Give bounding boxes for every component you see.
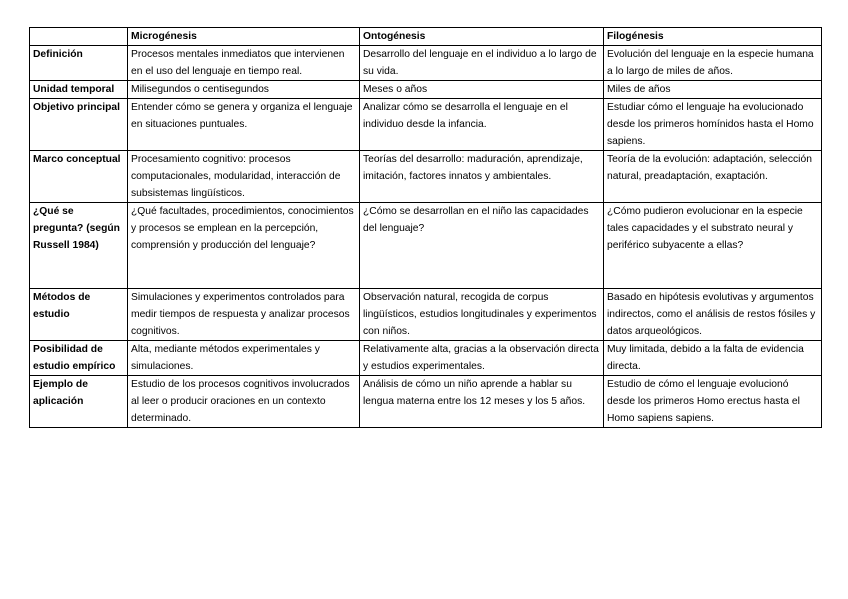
cell-microgenesis: Entender cómo se genera y organiza el lenguaje en situaciones puntuales.: [128, 99, 360, 151]
cell-ontogenesis: Desarrollo del lenguaje en el individuo a lo largo de su vida.: [360, 46, 604, 81]
cell-filogenesis: Estudiar cómo el lenguaje ha evolucionado desde los primeros homínidos hasta el Homo sapiens.: [604, 99, 822, 151]
cell-microgenesis: Simulaciones y experimentos controlados para medir tiempos de respuesta y analizar procesos cognitivos.: [128, 289, 360, 341]
cell-microgenesis: Alta, mediante métodos experimentales y simulaciones.: [128, 341, 360, 376]
cell-ontogenesis: Análisis de cómo un niño aprende a hablar su lengua materna entre los 12 meses y los 5 años.: [360, 376, 604, 428]
cell-filogenesis: Muy limitada, debido a la falta de evidencia directa.: [604, 341, 822, 376]
cell-filogenesis: Estudio de cómo el lenguaje evolucionó desde los primeros Homo erectus hasta el Homo sapiens sapiens.: [604, 376, 822, 428]
row-unidad-temporal: [30, 81, 822, 99]
cell-microgenesis: Milisegundos o centisegundos: [128, 81, 360, 99]
cell-ontogenesis: Teorías del desarrollo: maduración, aprendizaje, imitación, factores innatos y ambientales.: [360, 151, 604, 203]
row-definicion: [30, 46, 822, 81]
cell-filogenesis: Evolución del lenguaje en la especie humana a lo largo de miles de años.: [604, 46, 822, 81]
row-marco-conceptual: [30, 151, 822, 203]
cell-microgenesis: Procesos mentales inmediatos que intervienen en el uso del lenguaje en tiempo real.: [128, 46, 360, 81]
cell-microgenesis: ¿Qué facultades, procedimientos, conocimientos y procesos se emplean en la percepción, comprensión y producción del lenguaje?: [128, 203, 360, 289]
cell-ontogenesis: Meses o años: [360, 81, 604, 99]
header-ontogenesis: Ontogénesis: [360, 28, 604, 46]
row-label: Objetivo principal: [30, 99, 128, 151]
row-metodos-de-estudio: [30, 289, 822, 341]
cell-microgenesis: Procesamiento cognitivo: procesos computacionales, modularidad, interacción de subsistemas lingüísticos.: [128, 151, 360, 203]
cell-filogenesis: ¿Cómo pudieron evolucionar en la especie tales capacidades y el substrato neural y periférico subyacente a ellas?: [604, 203, 822, 289]
cell-microgenesis: Estudio de los procesos cognitivos involucrados al leer o producir oraciones en un contexto determinado.: [128, 376, 360, 428]
cell-filogenesis: Miles de años: [604, 81, 822, 99]
row-label: Unidad temporal: [30, 81, 128, 99]
header-filogenesis: Filogénesis: [604, 28, 822, 46]
row-ejemplo-de-aplicacion: [30, 376, 822, 428]
row-label: Marco conceptual: [30, 151, 128, 203]
header-empty: [30, 28, 128, 46]
row-label: Definición: [30, 46, 128, 81]
row-objetivo-principal: [30, 99, 822, 151]
comparison-table: [29, 27, 822, 428]
cell-filogenesis: Teoría de la evolución: adaptación, selección natural, preadaptación, exaptación.: [604, 151, 822, 203]
row-label: Métodos de estudio: [30, 289, 128, 341]
row-posibilidad-estudio-empirico: [30, 341, 822, 376]
row-label: Ejemplo de aplicación: [30, 376, 128, 428]
row-label: ¿Qué se pregunta? (según Russell 1984): [30, 203, 128, 289]
header-row: [30, 28, 822, 46]
cell-ontogenesis: Observación natural, recogida de corpus lingüísticos, estudios longitudinales y experimentos con niños.: [360, 289, 604, 341]
row-que-se-pregunta: [30, 203, 822, 289]
cell-filogenesis: Basado en hipótesis evolutivas y argumentos indirectos, como el análisis de restos fósiles y datos arqueológicos.: [604, 289, 822, 341]
row-label: Posibilidad de estudio empírico: [30, 341, 128, 376]
header-microgenesis: Microgénesis: [128, 28, 360, 46]
cell-ontogenesis: Analizar cómo se desarrolla el lenguaje en el individuo desde la infancia.: [360, 99, 604, 151]
cell-ontogenesis: Relativamente alta, gracias a la observación directa y estudios experimentales.: [360, 341, 604, 376]
cell-ontogenesis: ¿Cómo se desarrollan en el niño las capacidades del lenguaje?: [360, 203, 604, 289]
